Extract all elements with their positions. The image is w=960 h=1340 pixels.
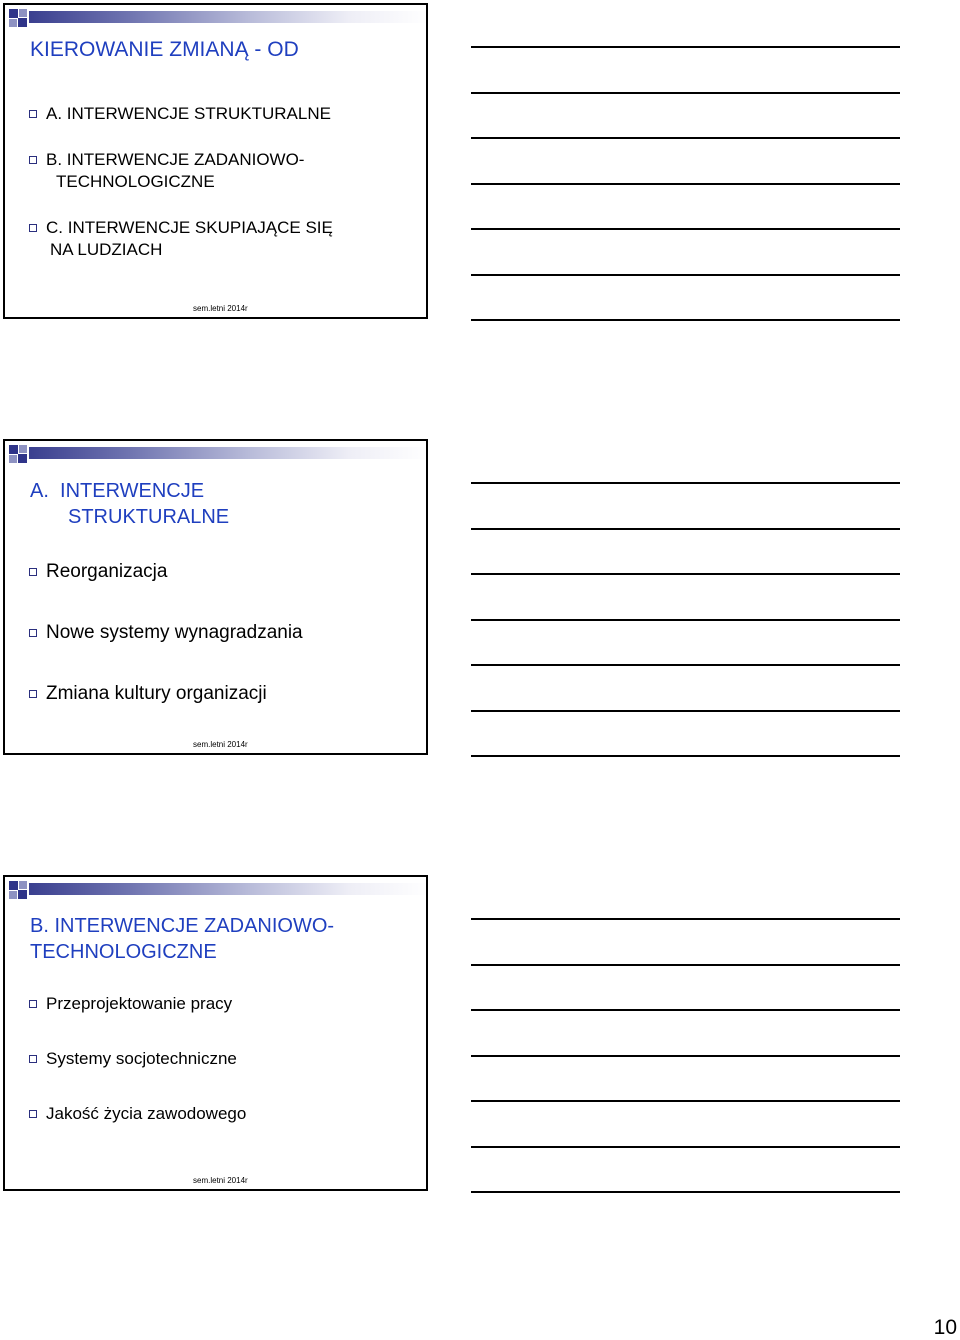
bullet-icon	[29, 156, 37, 164]
list-item-text: Reorganizacja	[46, 561, 168, 582]
list-item-text-cont: NA LUDZIACH	[50, 240, 163, 259]
list-item-text: Przeprojektowanie pracy	[46, 994, 233, 1013]
notes-line	[471, 319, 900, 321]
decor-square	[18, 18, 27, 27]
list-item-text: A. INTERWENCJE STRUKTURALNE	[46, 104, 331, 123]
notes-line	[471, 1146, 900, 1148]
slide-title	[30, 478, 229, 530]
list-item	[29, 992, 246, 1016]
bullet-list	[29, 558, 303, 741]
bullet-icon	[29, 568, 37, 576]
notes-line	[471, 1100, 900, 1102]
list-item	[29, 103, 333, 125]
list-item-text: Zmiana kultury organizacji	[46, 683, 267, 704]
list-item	[29, 619, 303, 647]
decor-square	[18, 890, 27, 899]
decor-square	[9, 891, 17, 899]
list-item-text-cont: TECHNOLOGICZNE	[56, 172, 215, 191]
bullet-icon	[29, 629, 37, 637]
notes-line	[471, 710, 900, 712]
list-item-text: Nowe systemy wynagradzania	[46, 622, 303, 643]
notes-line	[471, 664, 900, 666]
notes-line	[471, 137, 900, 139]
notes-line	[471, 1191, 900, 1193]
slide-header-bar	[29, 447, 428, 459]
slide-title	[30, 913, 334, 965]
list-item	[29, 680, 303, 708]
list-item	[29, 149, 333, 193]
bullet-list	[29, 103, 333, 285]
notes-line	[471, 92, 900, 94]
decor-square	[9, 455, 17, 463]
slide-title-line: B. INTERWENCJE ZADANIOWO-	[30, 915, 335, 937]
bullet-icon	[29, 1110, 37, 1118]
slide-footer: sem.letni 2014r	[193, 1176, 248, 1185]
notes-line	[471, 918, 900, 920]
slide-footer: sem.letni 2014r	[193, 304, 248, 313]
list-item-text: Systemy socjotechniczne	[46, 1049, 237, 1068]
slide-header-bar	[29, 11, 428, 23]
decor-square	[9, 881, 18, 890]
slide-title-line: A. INTERWENCJE	[30, 480, 205, 502]
decor-square	[19, 445, 27, 453]
bullet-icon	[29, 224, 37, 232]
list-item	[29, 1047, 246, 1071]
notes-line	[471, 46, 900, 48]
bullet-icon	[29, 110, 37, 118]
slide-header-bar	[29, 883, 428, 895]
decor-square	[9, 9, 18, 18]
list-item	[29, 558, 303, 586]
notes-line	[471, 1055, 900, 1057]
notes-line	[471, 274, 900, 276]
decor-square	[18, 454, 27, 463]
slide-title-line: TECHNOLOGICZNE	[30, 941, 217, 963]
decor-square	[9, 19, 17, 27]
bullet-list	[29, 992, 246, 1157]
slide-3	[3, 875, 428, 1191]
decor-square	[19, 881, 27, 889]
notes-line	[471, 183, 900, 185]
slide-1	[3, 3, 428, 319]
slide-title-line: STRUKTURALNE	[68, 506, 230, 528]
list-item-text: C. INTERWENCJE SKUPIAJĄCE SIĘ	[46, 218, 333, 237]
notes-line	[471, 755, 900, 757]
notes-line	[471, 228, 900, 230]
list-item	[29, 217, 333, 261]
slide-2	[3, 439, 428, 755]
slide-footer: sem.letni 2014r	[193, 740, 248, 749]
list-item	[29, 1102, 246, 1126]
slide-title: KIEROWANIE ZMIANĄ - OD	[30, 38, 299, 61]
bullet-icon	[29, 690, 37, 698]
notes-line	[471, 573, 900, 575]
list-item-text: Jakość życia zawodowego	[46, 1104, 247, 1123]
page-number: 10	[933, 1316, 957, 1339]
bullet-icon	[29, 1000, 37, 1008]
notes-line	[471, 482, 900, 484]
decor-square	[9, 445, 18, 454]
notes-line	[471, 619, 900, 621]
notes-line	[471, 528, 900, 530]
list-item-text: B. INTERWENCJE ZADANIOWO-	[46, 150, 305, 169]
bullet-icon	[29, 1055, 37, 1063]
notes-line	[471, 1009, 900, 1011]
notes-line	[471, 964, 900, 966]
decor-square	[19, 9, 27, 17]
